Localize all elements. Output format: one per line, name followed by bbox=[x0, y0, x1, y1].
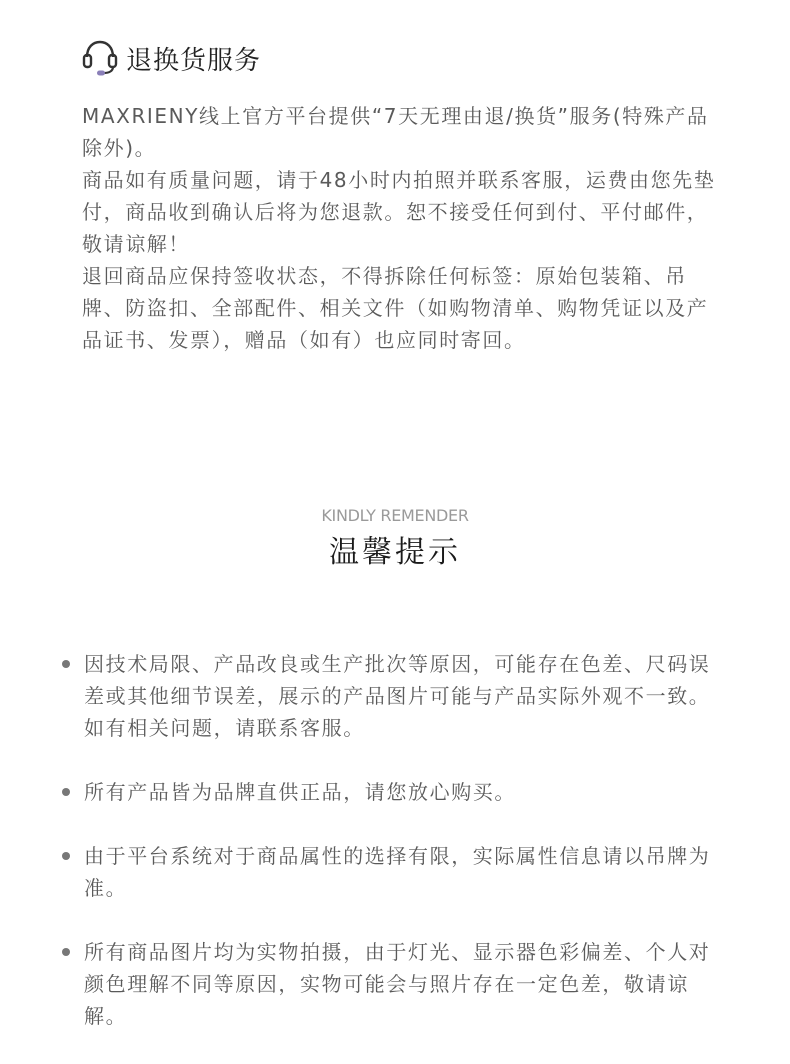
reminder-heading bbox=[0, 505, 790, 573]
list-item-text: 由于平台系统对于商品属性的选择有限，实际属性信息请以吊牌为准。 bbox=[84, 844, 711, 900]
list-item-text: 所有商品图片均为实物拍摄，由于灯光、显示器色彩偏差、个人对颜色理解不同等原因，实物可能会与照片存在一定色差，敬请谅解。 bbox=[84, 940, 711, 1028]
bullet-dot-icon bbox=[62, 788, 70, 796]
reminder-title: 温馨提示 bbox=[329, 535, 461, 570]
return-policy-paragraph: 退回商品应保持签收状态，不得拆除任何标签：原始包装箱、吊牌、防盗扣、全部配件、相关文件（如购物清单、购物凭证以及产品证书、发票），赠品（如有）也应同时寄回。 bbox=[82, 264, 709, 352]
return-policy-paragraph: 商品如有质量问题，请于48小时内拍照并联系客服，运费由您先垫付，商品收到确认后将为您退款。恕不接受任何到付、平付邮件，敬请谅解！ bbox=[82, 168, 716, 256]
list-item-text: 所有产品皆为品牌直供正品，请您放心购买。 bbox=[84, 780, 516, 804]
return-policy-section bbox=[82, 36, 722, 356]
reminder-list bbox=[58, 648, 728, 1064]
return-policy-paragraph: MAXRIENY线上官方平台提供“7天无理由退/换货”服务(特殊产品除外)。 bbox=[82, 104, 709, 160]
list-item-text: 因技术局限、产品改良或生产批次等原因，可能存在色差、尺码误差或其他细节误差，展示的产品图片可能与产品实际外观不一致。如有相关问题，请联系客服。 bbox=[84, 652, 711, 740]
list-item bbox=[58, 776, 728, 808]
bullet-dot-icon bbox=[62, 852, 70, 860]
headset-icon bbox=[82, 38, 118, 78]
list-item bbox=[58, 648, 728, 744]
return-policy-body bbox=[82, 100, 722, 356]
list-item bbox=[58, 936, 728, 1032]
bullet-dot-icon bbox=[62, 948, 70, 956]
list-item bbox=[58, 840, 728, 904]
bullet-dot-icon bbox=[62, 660, 70, 668]
return-policy-header bbox=[82, 36, 722, 80]
return-policy-title: 退换货服务 bbox=[126, 45, 262, 76]
reminder-subtitle: KINDLY REMENDER bbox=[321, 506, 469, 525]
